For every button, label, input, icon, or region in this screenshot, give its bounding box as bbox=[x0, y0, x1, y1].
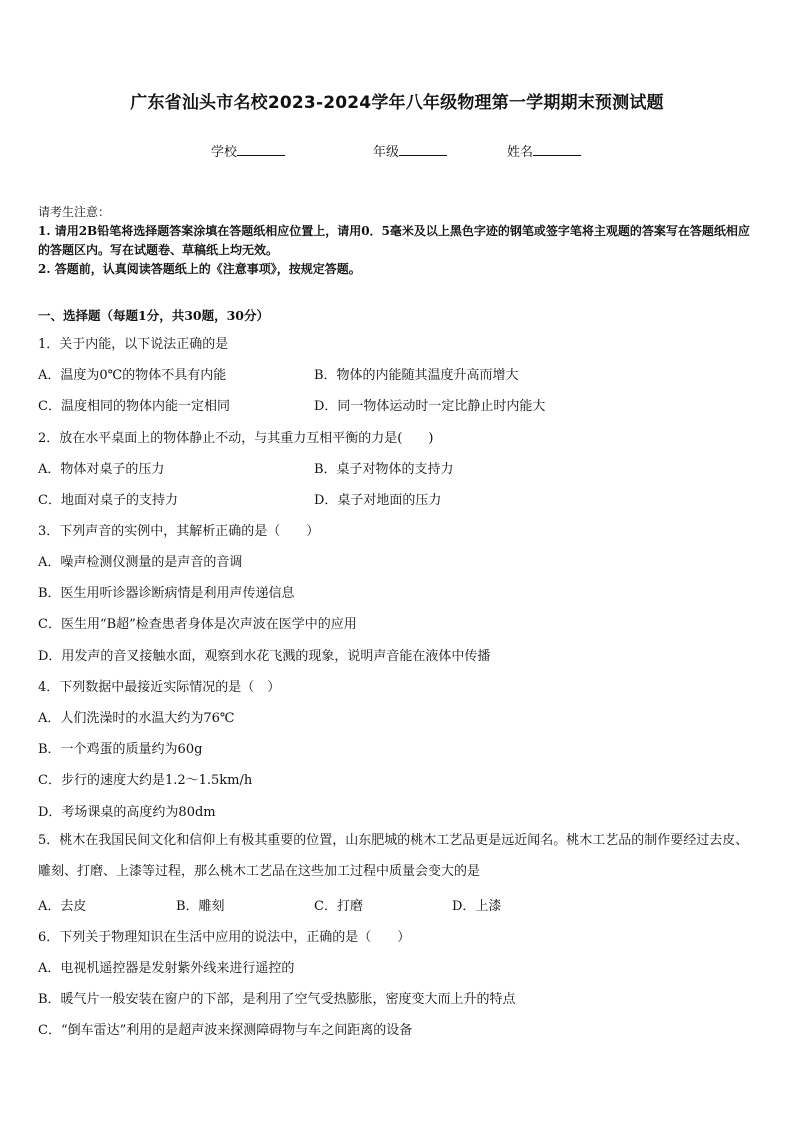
question-5-option-d: D．上漆 bbox=[452, 899, 502, 914]
question-5-option-b: B．雕刻 bbox=[176, 899, 225, 914]
school-blank bbox=[237, 143, 285, 156]
name-blank bbox=[533, 143, 581, 156]
notice-item-1: 1. 请用2B铅笔将选择题答案涂填在答题纸相应位置上，请用0．5毫米及以上黑色字迹的钢笔或签字笔将主观题的答案写在答题纸相应的答题区内。写在试题卷、草稿纸上均无效。 bbox=[38, 224, 750, 257]
question-5-option-c: C．打磨 bbox=[314, 899, 363, 914]
exam-notice bbox=[38, 203, 758, 279]
question-4-option-a: A．人们洗澡时的水温大约为76℃ bbox=[38, 711, 235, 726]
question-3-option-d: D．用发声的音叉接触水面，观察到水花飞溅的现象，说明声音能在液体中传播 bbox=[38, 649, 491, 664]
question-2-option-a: A．物体对桌子的压力 bbox=[38, 462, 165, 477]
question-3-option-b: B．医生用听诊器诊断病情是利用声传递信息 bbox=[38, 586, 295, 601]
question-3-stem: 3．下列声音的实例中，其解析正确的是（ ） bbox=[38, 524, 320, 539]
question-1-option-a: A．温度为0℃的物体不具有内能 bbox=[38, 368, 227, 383]
question-4-stem: 4．下列数据中最接近实际情况的是（ ） bbox=[38, 680, 281, 695]
question-6-option-b: B．暖气片一般安装在窗户的下部，是利用了空气受热膨胀，密度变大而上升的特点 bbox=[38, 992, 516, 1007]
question-2-option-d: D．桌子对地面的压力 bbox=[314, 493, 442, 508]
name-field bbox=[507, 141, 581, 160]
question-1-option-d: D．同一物体运动时一定比静止时内能大 bbox=[314, 399, 546, 414]
section-heading: 一、选择题（每题1分，共30题，30分） bbox=[38, 308, 269, 323]
question-6-option-c: C．“倒车雷达”利用的是超声波来探测障碍物与车之间距离的设备 bbox=[38, 1023, 413, 1038]
question-6-option-a: A．电视机遥控器是发射紫外线来进行遥控的 bbox=[38, 961, 295, 976]
grade-blank bbox=[399, 143, 447, 156]
grade-field bbox=[373, 141, 447, 160]
name-label: 姓名 bbox=[507, 145, 534, 160]
notice-item-2: 2. 答题前，认真阅读答题纸上的《注意事项》，按规定答题。 bbox=[38, 262, 361, 276]
school-field bbox=[211, 141, 285, 160]
question-2-option-b: B．桌子对物体的支持力 bbox=[314, 462, 454, 477]
question-4-option-c: C．步行的速度大约是1.2～1.5km/h bbox=[38, 773, 253, 788]
school-label: 学校 bbox=[211, 145, 238, 160]
question-1-option-c: C．温度相同的物体内能一定相同 bbox=[38, 399, 230, 414]
question-2-stem: 2．放在水平桌面上的物体静止不动，与其重力互相平衡的力是( ) bbox=[38, 431, 434, 446]
question-1-stem: 1．关于内能，以下说法正确的是 bbox=[38, 337, 229, 352]
question-6-stem: 6．下列关于物理知识在生活中应用的说法中，正确的是（ ） bbox=[38, 930, 411, 945]
question-3-option-a: A．噪声检测仪测量的是声音的音调 bbox=[38, 555, 243, 570]
question-4-option-b: B．一个鸡蛋的质量约为60g bbox=[38, 742, 203, 757]
question-5-stem: 5．桃木在我国民间文化和信仰上有极其重要的位置，山东肥城的桃木工艺品更是远近闻名。桃木工艺品的制作要经过去皮、雕刻、打磨、上漆等过程，那么桃木工艺品在这些加工过程中质量会变大的是 bbox=[38, 833, 749, 879]
question-3-option-c: C．医生用“B超”检查患者身体是次声波在医学中的应用 bbox=[38, 617, 357, 632]
question-5-option-a: A．去皮 bbox=[38, 899, 87, 914]
question-4-option-d: D．考场课桌的高度约为80dm bbox=[38, 805, 216, 820]
notice-heading: 请考生注意： bbox=[38, 205, 111, 219]
page-title: 广东省汕头市名校2023-2024学年八年级物理第一学期期末预测试题 bbox=[130, 93, 664, 113]
grade-label: 年级 bbox=[373, 145, 400, 160]
question-2-option-c: C．地面对桌子的支持力 bbox=[38, 493, 178, 508]
question-1-option-b: B．物体的内能随其温度升高而增大 bbox=[314, 368, 519, 383]
